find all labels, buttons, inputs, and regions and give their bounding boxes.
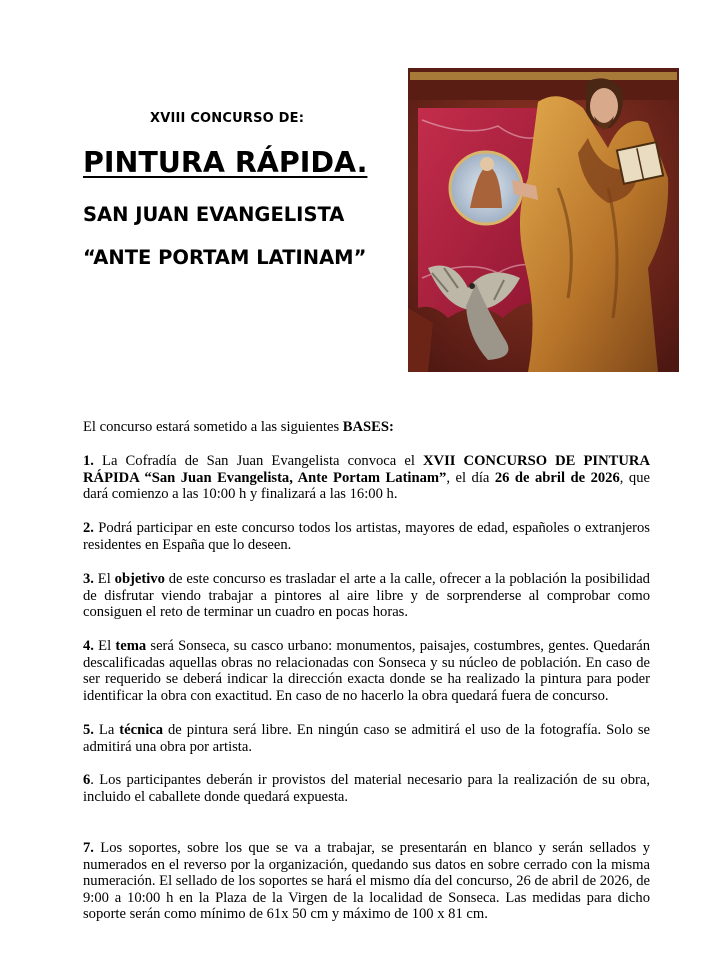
rule-2: [83, 520, 650, 553]
rule-5-number: 5.: [83, 722, 94, 738]
rule-7-text: Los soportes, sobre los que se va a trabajar, se presentarán en blanco y serán sellados y numerados en el reverso por la organización, quedando sus datos en sobre cerrado con la misma numeración. El sellado de los soportes se hará el mismo día del concurso, 26 de abril de 2026, de 9:00 a 10:00 h en la Plaza de la Virgen de la localidad de Sonseca. Las medidas para dicho soporte serán como mínimo de 61x 50 cm y máximo de 100 x 81 cm.: [83, 840, 650, 922]
rule-1-number: 1.: [83, 453, 94, 469]
intro-text: El concurso estará sometido a las siguientes: [83, 419, 343, 435]
intro-line: [83, 419, 650, 436]
saint-john-statue-icon: [408, 68, 679, 372]
rule-1: [83, 453, 650, 503]
rule-6-number: 6: [83, 772, 91, 788]
rule-3-keyword: objetivo: [114, 571, 165, 587]
rule-1-date: 26 de abril de 2026: [494, 469, 620, 486]
rule-4: [83, 638, 650, 704]
rule-1-contest-name: XVII CONCURSO DE PINTURA RÁPIDA “San Juan Evangelista, Ante Portam Latinam”: [83, 453, 651, 486]
intro-bases-label: BASES:: [342, 419, 394, 435]
rule-3-text-2: de este concurso es trasladar el arte a la calle, ofrecer a la población la posibilidad de disfrutar viendo trabajar a pintores al aire libre y de sorprenderse al comprobar como consiguen el reto de terminar un cuadro en pocas horas.: [83, 571, 650, 620]
saint-john-statue-image: [408, 68, 679, 372]
rule-7: [83, 840, 650, 923]
rule-4-text: El: [93, 638, 116, 654]
rule-3: [83, 571, 650, 621]
rule-7-number: 7.: [83, 840, 94, 856]
subtitle-patron: SAN JUAN EVANGELISTA: [83, 203, 345, 226]
rule-2-text: Podrá participar en este concurso todos los artistas, mayores de edad, españoles o extranjeros residentes en España que lo deseen.: [83, 520, 650, 553]
rule-1-text: La Cofradía de San Juan Evangelista convoca el: [93, 453, 423, 469]
rule-4-text-2: será Sonseca, su casco urbano: monumentos, paisajes, costumbres, gentes. Quedarán descalificadas aquellas obras no relacionadas con Sonseca y su núcleo de población. En caso de ser requerido se deberá indicar la dirección exacta donde se ha realizado la pintura para poder identificar la obra con exactitud. En caso de no hacerlo la obra quedará fuera de concurso.: [83, 638, 650, 704]
page-title: PINTURA RÁPIDA.: [83, 146, 368, 179]
rule-4-number: 4.: [83, 638, 94, 654]
rule-6-text: . Los participantes deberán ir provistos del material necesario para la realización de su obra, incluido el caballete donde quedará expuesta.: [83, 772, 650, 805]
rule-5: [83, 722, 650, 755]
rule-3-number: 3.: [83, 571, 94, 587]
rule-1-text-2: , el día: [446, 469, 495, 486]
rule-4-keyword: tema: [115, 638, 147, 654]
rule-3-text: El: [93, 571, 115, 587]
subtitle-feast: “ANTE PORTAM LATINAM”: [83, 246, 367, 269]
rule-5-text: La: [93, 722, 120, 738]
rule-5-keyword: técnica: [119, 722, 164, 738]
rule-5-text-2: de pintura será libre. En ningún caso se admitirá el uso de la fotografía. Solo se admitirá una obra por artista.: [83, 722, 650, 755]
rule-2-number: 2.: [83, 520, 94, 536]
contest-edition-heading: XVIII CONCURSO DE:: [150, 111, 305, 126]
rule-6: [83, 772, 650, 805]
rule-1-text-3: , que dará comienzo a las 10:00 h y finalizará a las 16:00 h.: [83, 469, 650, 502]
